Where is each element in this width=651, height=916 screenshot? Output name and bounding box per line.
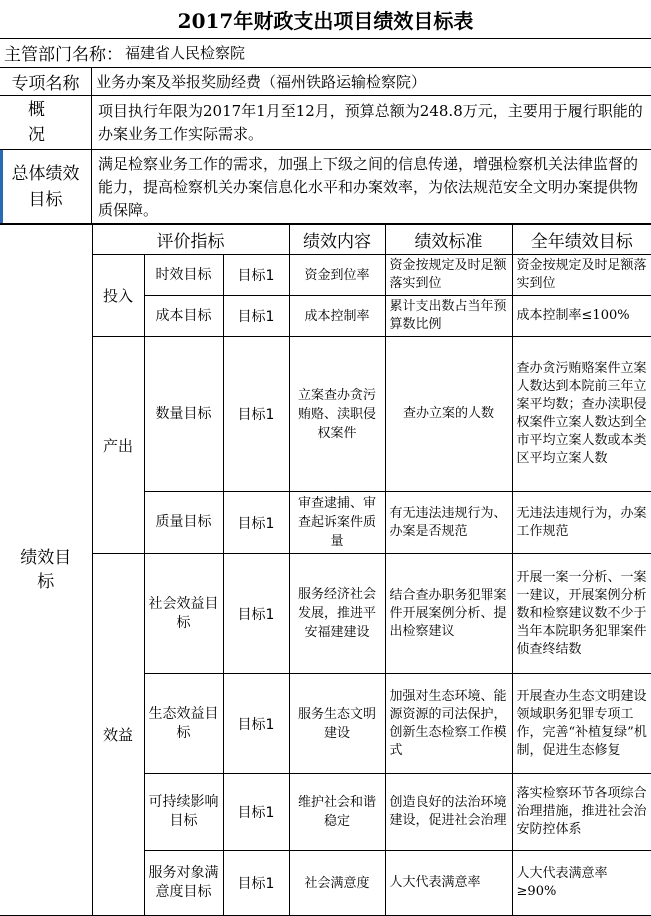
overview-row xyxy=(0,96,651,150)
content-cell: 立案查办贪污贿赂、渎职侵权案件 xyxy=(289,337,385,492)
target-cell: 人大代表满意率≥90% xyxy=(512,851,651,916)
indicator-cell: 目标1 xyxy=(223,337,289,492)
content-cell: 服务经济社会发展，推进平安福建建设 xyxy=(289,554,385,674)
level2-cell: 质量目标 xyxy=(144,492,223,554)
table-row xyxy=(0,554,651,674)
content-cell: 服务生态文明建设 xyxy=(289,674,385,774)
level2-cell: 成本目标 xyxy=(144,296,223,337)
table-header-row xyxy=(0,225,651,255)
target-cell: 开展查办生态文明建设领域职务犯罪专项工作，完善“补植复绿”机制，促进生态修复 xyxy=(512,674,651,774)
project-value: 业务办案及举报奖励经费（福州铁路运输检察院） xyxy=(96,73,427,91)
level2-cell: 时效目标 xyxy=(144,255,223,296)
level2-cell: 服务对象满意度目标 xyxy=(144,851,223,916)
level2-cell: 生态效益目标 xyxy=(144,674,223,774)
overall-goal-label: 总体绩效目标 xyxy=(0,150,92,223)
project-row xyxy=(0,68,651,96)
level2-cell: 数量目标 xyxy=(144,337,223,492)
standard-cell: 创造良好的法治环境建设，促进社会治理 xyxy=(385,774,512,851)
department-value: 福建省人民检察院 xyxy=(125,44,246,62)
group-output: 产出 xyxy=(92,337,144,554)
standard-cell: 人大代表满意率 xyxy=(385,851,512,916)
indicator-cell: 目标1 xyxy=(223,492,289,554)
content-cell: 成本控制率 xyxy=(289,296,385,337)
target-cell: 成本控制率≤100% xyxy=(512,296,651,337)
indicator-cell: 目标1 xyxy=(223,851,289,916)
level2-cell: 可持续影响目标 xyxy=(144,774,223,851)
target-cell: 开展一案一分析、一案一建议，开展案例分析数和检察建议数不少于当年本院职务犯罪案件侦查终结数 xyxy=(512,554,651,674)
header-target: 全年绩效目标 xyxy=(512,225,651,255)
target-cell: 资金按规定及时足额落实到位 xyxy=(512,255,651,296)
overall-goal-value: 满足检察业务工作的需求，加强上下级之间的信息传递，增强检察机关法律监督的能力，提高检察机关办案信息化水平和办案效率，为依法规范安全文明办案提供物质保障。 xyxy=(98,155,639,219)
target-cell: 落实检察环节各项综合治理措施，推进社会治安防控体系 xyxy=(512,774,651,851)
group-input: 投入 xyxy=(92,255,144,337)
overview-label: 概况 xyxy=(0,96,92,149)
performance-section-label: 绩效目标 xyxy=(0,225,92,916)
project-label: 专项名称 xyxy=(0,68,92,95)
indicator-cell: 目标1 xyxy=(223,674,289,774)
table-row xyxy=(0,255,651,296)
indicator-cell: 目标1 xyxy=(223,774,289,851)
performance-table xyxy=(0,224,651,916)
content-cell: 审查逮捕、审查起诉案件质量 xyxy=(289,492,385,554)
standard-cell: 加强对生态环境、能源资源的司法保护，创新生态检察工作模式 xyxy=(385,674,512,774)
department-row xyxy=(0,38,651,68)
standard-cell: 结合查办职务犯罪案件开展案例分析、提出检察建议 xyxy=(385,554,512,674)
table-row xyxy=(0,337,651,492)
target-cell: 查办贪污贿赂案件立案人数达到本院前三年立案平均数；查办渎职侵权案件立案人数达到全市平均立案人数或本类区平均立案人数 xyxy=(512,337,651,492)
header-standard: 绩效标准 xyxy=(385,225,512,255)
target-cell: 无违法违规行为，办案工作规范 xyxy=(512,492,651,554)
content-cell: 维护社会和谐稳定 xyxy=(289,774,385,851)
standard-cell: 查办立案的人数 xyxy=(385,337,512,492)
indicator-cell: 目标1 xyxy=(223,255,289,296)
standard-cell: 资金按规定及时足额落实到位 xyxy=(385,255,512,296)
standard-cell: 累计支出数占当年预算数比例 xyxy=(385,296,512,337)
overall-goal-row xyxy=(0,150,651,224)
standard-cell: 有无违法违规行为、办案是否规范 xyxy=(385,492,512,554)
department-label: 主管部门名称： xyxy=(4,45,123,65)
content-cell: 资金到位率 xyxy=(289,255,385,296)
page-title: 2017年财政支出项目绩效目标表 xyxy=(0,0,651,39)
indicator-cell: 目标1 xyxy=(223,554,289,674)
header-content: 绩效内容 xyxy=(289,225,385,255)
level2-cell: 社会效益目标 xyxy=(144,554,223,674)
indicator-cell: 目标1 xyxy=(223,296,289,337)
group-benefit: 效益 xyxy=(92,554,144,916)
content-cell: 社会满意度 xyxy=(289,851,385,916)
header-indicator: 评价指标 xyxy=(92,225,289,255)
overview-value: 项目执行年限为2017年1月至12月，预算总额为248.8万元，主要用于履行职能的办案业务工作实际需求。 xyxy=(98,102,643,143)
